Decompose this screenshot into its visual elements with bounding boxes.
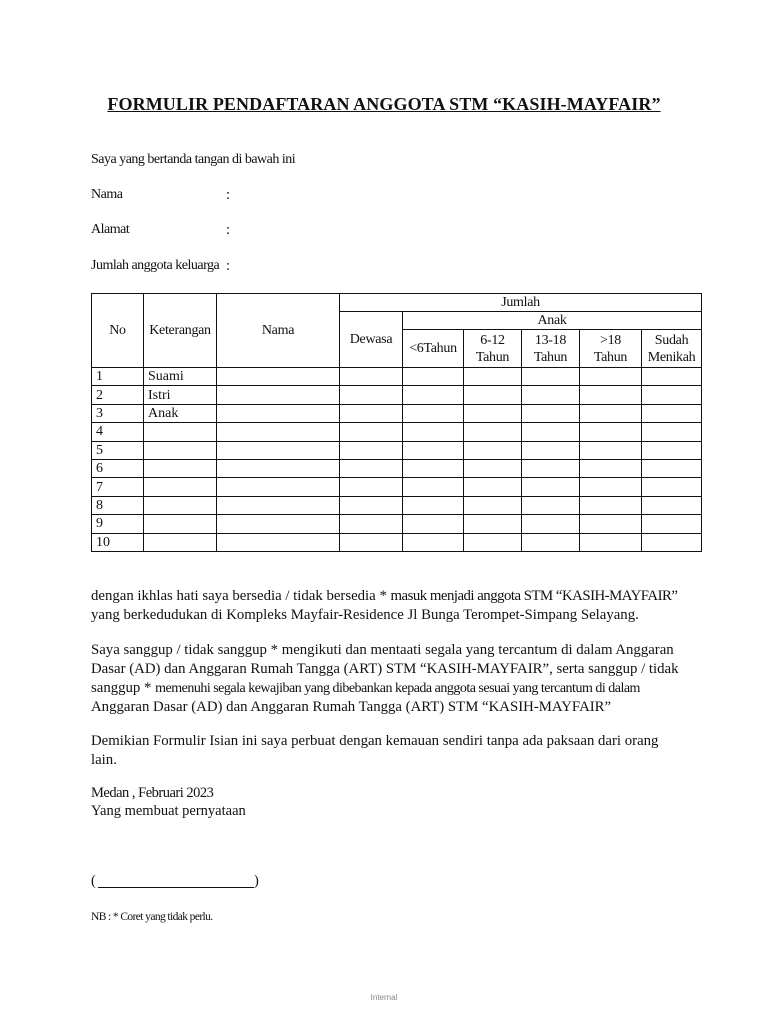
header-jumlah: Jumlah (340, 294, 702, 312)
row-dewasa-cell (340, 478, 403, 496)
row-keterangan (144, 515, 217, 533)
row-under6-cell (403, 404, 464, 422)
row-over18-cell (580, 533, 642, 551)
row-nama-cell (217, 515, 340, 533)
row-married-cell (642, 459, 702, 477)
row-keterangan: Anak (144, 404, 217, 422)
header-anak-married: Sudah Menikah (642, 330, 702, 368)
row-married-cell (642, 441, 702, 459)
row-married-cell (642, 423, 702, 441)
table-row (92, 496, 702, 514)
row-6-12-cell (464, 496, 522, 514)
nb-note: NB : * Coret yang tidak perlu. (91, 911, 213, 923)
row-over18-cell (580, 478, 642, 496)
row-dewasa-cell (340, 368, 403, 386)
intro-text: Saya yang bertanda tangan di bawah ini (91, 152, 296, 167)
row-married-cell (642, 368, 702, 386)
row-no: 9 (92, 515, 144, 533)
table-row (92, 441, 702, 459)
row-6-12-cell (464, 404, 522, 422)
row-dewasa-cell (340, 441, 403, 459)
row-over18-cell (580, 423, 642, 441)
row-13-18-cell (522, 368, 580, 386)
paragraph-join (91, 587, 705, 625)
row-married-cell (642, 404, 702, 422)
row-13-18-cell (522, 441, 580, 459)
signature-close-paren: ) (254, 873, 259, 889)
row-dewasa-cell (340, 515, 403, 533)
row-under6-cell (403, 368, 464, 386)
row-nama-cell (217, 423, 340, 441)
header-anak-13-18: 13-18 Tahun (522, 330, 580, 368)
signature-open-paren: ( (91, 873, 96, 889)
jumlah-colon: : (226, 258, 231, 274)
row-under6-cell (403, 386, 464, 404)
header-dewasa: Dewasa (340, 312, 403, 368)
header-anak: Anak (403, 312, 702, 330)
paragraph-commitment-line3-a: sanggup * (91, 680, 156, 696)
row-nama-cell (217, 441, 340, 459)
paragraph-closing-line2: lain. (91, 752, 117, 768)
row-13-18-cell (522, 404, 580, 422)
row-no: 1 (92, 368, 144, 386)
row-over18-cell (580, 368, 642, 386)
row-under6-cell (403, 533, 464, 551)
alamat-colon: : (226, 222, 231, 238)
header-no: No (92, 294, 144, 368)
jumlah-label: Jumlah anggota keluarga (91, 258, 220, 273)
row-dewasa-cell (340, 459, 403, 477)
row-6-12-cell (464, 368, 522, 386)
row-no: 8 (92, 496, 144, 514)
row-over18-cell (580, 404, 642, 422)
paragraph-commitment-line2: Dasar (AD) dan Anggaran Rumah Tangga (ART) STM “KASIH-MAYFAIR”, serta sanggup / tidak (91, 661, 679, 677)
paragraph-commitment-line4: Anggaran Dasar (AD) dan Anggaran Rumah Tangga (ART) STM “KASIH-MAYFAIR” (91, 699, 612, 715)
row-6-12-cell (464, 515, 522, 533)
row-13-18-cell (522, 386, 580, 404)
paragraph-join-line2: yang berkedudukan di Kompleks Mayfair-Residence Jl Bunga Terompet-Simpang Selayang. (91, 607, 639, 623)
row-married-cell (642, 478, 702, 496)
row-over18-cell (580, 496, 642, 514)
row-over18-cell (580, 441, 642, 459)
row-married-cell (642, 515, 702, 533)
row-dewasa-cell (340, 404, 403, 422)
table-row (92, 423, 702, 441)
row-under6-cell (403, 459, 464, 477)
table-body (92, 368, 702, 552)
row-over18-cell (580, 459, 642, 477)
table-row (92, 386, 702, 404)
signature-line (98, 887, 254, 888)
row-13-18-cell (522, 478, 580, 496)
row-under6-cell (403, 478, 464, 496)
paragraph-commitment-line1: Saya sanggup / tidak sanggup * mengikuti dan mentaati segala yang tercantum di dalam Anggaran (91, 642, 674, 658)
paragraph-closing-line1: Demikian Formulir Isian ini saya perbuat dengan kemauan sendiri tanpa ada paksaan dari orang (91, 733, 659, 749)
row-nama-cell (217, 459, 340, 477)
row-keterangan (144, 441, 217, 459)
row-13-18-cell (522, 533, 580, 551)
place-date-text: Medan , Februari 2023 (91, 785, 214, 801)
paragraph-closing (91, 732, 705, 770)
row-nama-cell (217, 533, 340, 551)
row-no: 2 (92, 386, 144, 404)
row-keterangan (144, 496, 217, 514)
row-nama-cell (217, 496, 340, 514)
table-row (92, 515, 702, 533)
row-under6-cell (403, 496, 464, 514)
row-keterangan: Istri (144, 386, 217, 404)
form-title: FORMULIR PENDAFTARAN ANGGOTA STM “KASIH-MAYFAIR” (107, 94, 661, 114)
row-dewasa-cell (340, 496, 403, 514)
header-anak-6-12: 6-12 Tahun (464, 330, 522, 368)
row-married-cell (642, 496, 702, 514)
row-6-12-cell (464, 441, 522, 459)
row-nama-cell (217, 404, 340, 422)
row-13-18-cell (522, 423, 580, 441)
row-dewasa-cell (340, 533, 403, 551)
row-nama-cell (217, 386, 340, 404)
family-table (91, 293, 702, 552)
place-date (91, 785, 213, 802)
row-keterangan (144, 423, 217, 441)
header-anak-over18: >18 Tahun (580, 330, 642, 368)
row-keterangan (144, 459, 217, 477)
header-nama: Nama (217, 294, 340, 368)
row-married-cell (642, 386, 702, 404)
row-13-18-cell (522, 459, 580, 477)
row-no: 10 (92, 533, 144, 551)
paragraph-commitment-line3 (91, 679, 705, 698)
row-under6-cell (403, 515, 464, 533)
row-nama-cell (217, 478, 340, 496)
row-keterangan (144, 478, 217, 496)
row-6-12-cell (464, 478, 522, 496)
row-13-18-cell (522, 496, 580, 514)
row-no: 6 (92, 459, 144, 477)
row-6-12-cell (464, 386, 522, 404)
header-keterangan: Keterangan (144, 294, 217, 368)
row-no: 3 (92, 404, 144, 422)
table-row (92, 459, 702, 477)
row-6-12-cell (464, 423, 522, 441)
row-dewasa-cell (340, 386, 403, 404)
row-13-18-cell (522, 515, 580, 533)
signer-label: Yang membuat pernyataan (91, 803, 246, 819)
row-dewasa-cell (340, 423, 403, 441)
row-6-12-cell (464, 533, 522, 551)
row-keterangan: Suami (144, 368, 217, 386)
table-row (92, 404, 702, 422)
paragraph-join-part-b: masuk menjadi anggota STM “KASIH-MAYFAIR” (390, 588, 678, 604)
header-anak-under6: <6Tahun (403, 330, 464, 368)
row-keterangan (144, 533, 217, 551)
row-no: 7 (92, 478, 144, 496)
row-over18-cell (580, 386, 642, 404)
paragraph-commitment-line3-b: memenuhi segala kewajiban yang dibebankan kepada anggota sesuai yang tercantum di dalam (155, 681, 640, 696)
row-over18-cell (580, 515, 642, 533)
row-married-cell (642, 533, 702, 551)
row-under6-cell (403, 441, 464, 459)
nama-colon: : (226, 187, 231, 203)
table-row (92, 478, 702, 496)
paragraph-commitment (91, 641, 705, 717)
row-nama-cell (217, 368, 340, 386)
nama-label: Nama (91, 187, 123, 202)
table-row (92, 533, 702, 551)
table-row (92, 368, 702, 386)
footer-classification: Internal (370, 993, 398, 1002)
row-no: 4 (92, 423, 144, 441)
row-under6-cell (403, 423, 464, 441)
paragraph-join-part-a: dengan ikhlas hati saya bersedia / tidak bersedia * (91, 588, 391, 604)
row-6-12-cell (464, 459, 522, 477)
alamat-label: Alamat (91, 222, 130, 237)
row-no: 5 (92, 441, 144, 459)
